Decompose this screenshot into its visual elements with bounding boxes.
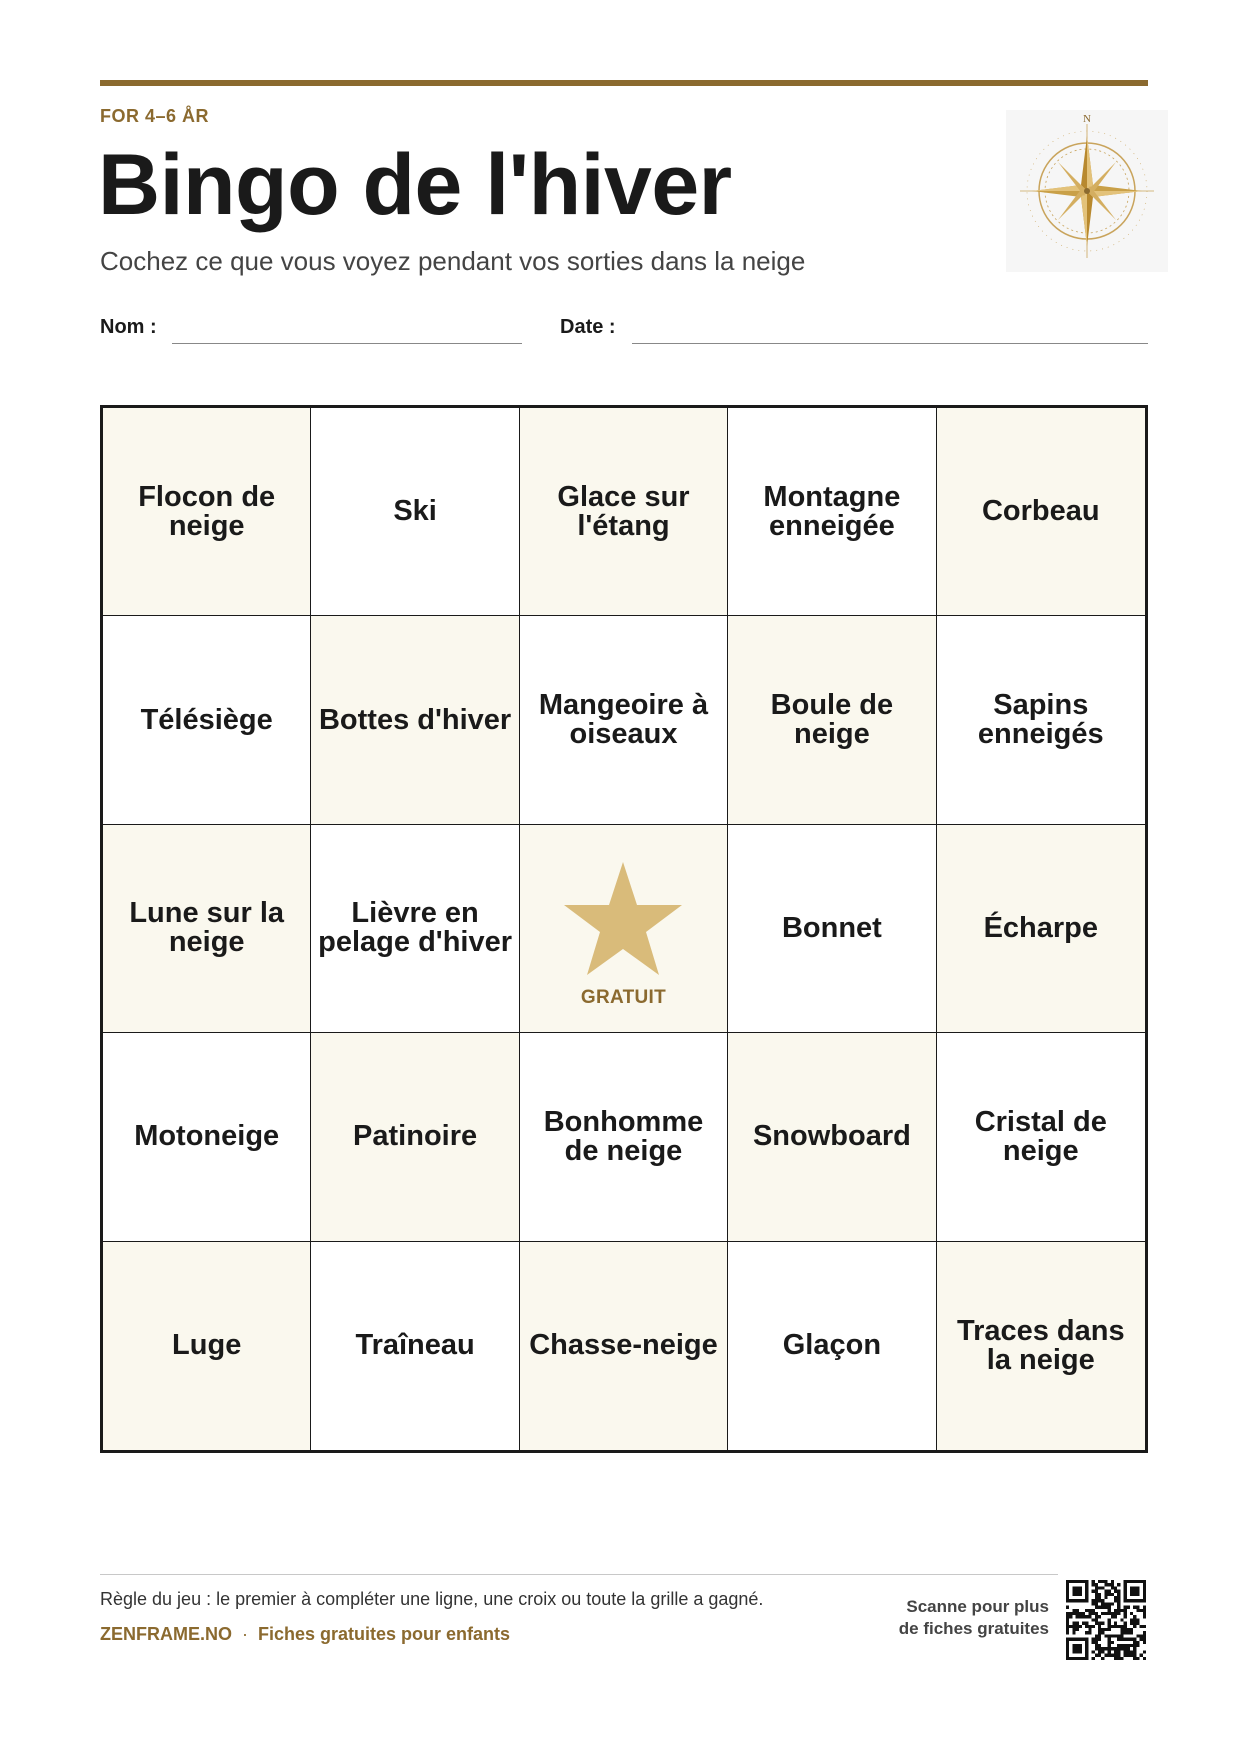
free-space-label: GRATUIT <box>580 986 667 1008</box>
scan-prompt <box>899 1596 1049 1640</box>
bingo-cell[interactable]: Corbeau <box>937 408 1145 616</box>
bingo-cell[interactable]: Luge <box>103 1242 311 1450</box>
compass-rose-icon <box>1006 110 1168 272</box>
bingo-cell[interactable]: Télésiège <box>103 616 311 824</box>
bingo-cell[interactable]: Glace sur l'étang <box>520 408 728 616</box>
bingo-cell[interactable]: Lièvre en pelage d'hiver <box>311 825 519 1033</box>
bingo-cell[interactable]: Ski <box>311 408 519 616</box>
name-field[interactable] <box>172 343 522 344</box>
bingo-cell[interactable]: Flocon de neige <box>103 408 311 616</box>
bingo-cell[interactable]: Lune sur la neige <box>103 825 311 1033</box>
bingo-cell[interactable]: Snowboard <box>728 1033 936 1241</box>
page-subtitle: Cochez ce que vous voyez pendant vos sorties dans la neige <box>100 246 806 276</box>
top-accent-bar <box>100 80 1148 86</box>
free-space-cell[interactable] <box>520 825 728 1033</box>
bingo-cell[interactable]: Traces dans la neige <box>937 1242 1145 1450</box>
bingo-cell[interactable]: Patinoire <box>311 1033 519 1241</box>
bingo-cell[interactable]: Montagne enneigée <box>728 408 936 616</box>
name-label: Nom : <box>100 316 157 338</box>
bingo-cell[interactable]: Glaçon <box>728 1242 936 1450</box>
bingo-cell[interactable]: Écharpe <box>937 825 1145 1033</box>
bingo-cell[interactable]: Bottes d'hiver <box>311 616 519 824</box>
bingo-cell[interactable]: Sapins enneigés <box>937 616 1145 824</box>
bingo-grid <box>100 405 1148 1453</box>
date-label: Date : <box>560 316 616 338</box>
bingo-cell[interactable]: Cristal de neige <box>937 1033 1145 1241</box>
date-field[interactable] <box>632 343 1148 344</box>
compass-north-letter: N <box>1083 113 1091 125</box>
bingo-cell[interactable]: Bonnet <box>728 825 936 1033</box>
bingo-cell[interactable]: Boule de neige <box>728 616 936 824</box>
age-label: FOR 4–6 ÅR <box>100 106 210 126</box>
bingo-cell[interactable]: Chasse-neige <box>520 1242 728 1450</box>
bingo-cell[interactable]: Traîneau <box>311 1242 519 1450</box>
scan-line-2: de fiches gratuites <box>898 1619 1049 1639</box>
scan-line-1: Scanne pour plus <box>906 1597 1049 1616</box>
bingo-cell[interactable]: Mangeoire à oiseaux <box>520 616 728 824</box>
bingo-cell[interactable]: Motoneige <box>103 1033 311 1241</box>
brand-tagline: Fiches gratuites pour enfants <box>258 1624 511 1644</box>
footer-divider <box>100 1574 1058 1575</box>
page-title: Bingo de l'hiver <box>98 137 732 233</box>
brand-line <box>100 1624 510 1645</box>
game-rule-text: Règle du jeu : le premier à compléter une ligne, une croix ou toute la grille a gagné. <box>100 1589 764 1609</box>
bingo-cell[interactable]: Bonhomme de neige <box>520 1033 728 1241</box>
qr-code-icon[interactable] <box>1066 1580 1146 1660</box>
brand-name[interactable]: ZENFRAME.NO <box>100 1624 232 1644</box>
brand-separator: · <box>242 1624 248 1644</box>
star-icon <box>561 860 685 978</box>
